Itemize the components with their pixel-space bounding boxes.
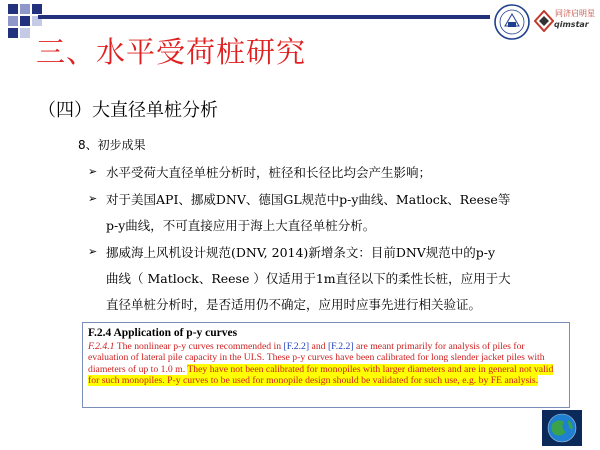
reference-text-3: are meant primarily for analysis of piles for evaluation of lateral pile capacity in the ULS. These p-y curves have been calibrated for long slender jacket piles with diameters of up to 1.0 m. [88, 341, 545, 375]
globe-icon [542, 410, 582, 446]
section-heading: 8、初步成果 [78, 138, 146, 152]
reference-link-2[interactable]: [F.2.2] [327, 341, 354, 352]
bullet-arrow-icon: ➢ [88, 192, 98, 205]
reference-highlighted-text: They have not been calibrated for monopiles with larger diameters and are in general not valid for such monopiles. P-y curves to be used for monopile design should be validated for such use, e.g. by FE analysis. [88, 363, 554, 386]
reference-paragraph-number: F.2.4.1 [88, 341, 115, 352]
qimstar-emblem-icon [534, 10, 554, 32]
bullet-2-line-2: p-y曲线，不可直接应用于海上大直径单桩分析。 [106, 218, 376, 233]
university-seal-logo [494, 4, 530, 40]
company-name-en: qimstar [554, 20, 589, 29]
reference-heading: F.2.4 Application of p-y curves [88, 327, 238, 339]
bullet-2-line-1: 对于美国API、挪威DNV、德国GL规范中p-y曲线、Matlock、Reese等 [106, 192, 511, 207]
company-logo [534, 6, 598, 38]
bullet-3-line-2: 曲线（ Matlock、Reese ）仅适用于1m直径以下的柔性长桩，应用于大 [106, 271, 511, 286]
company-name-cn: 同济启明星 [555, 9, 595, 18]
bullet-1-line-1: 水平受荷大直径单桩分析时，桩径和长径比均会产生影响； [106, 165, 432, 180]
slide-title: 三、水平受荷桩研究 [36, 35, 307, 69]
bullet-arrow-icon: ➢ [88, 165, 98, 178]
reference-text-1: The nonlinear p-y curves recommended in [114, 341, 284, 352]
reference-text-2: and [309, 341, 328, 352]
dnv-reference-excerpt [82, 322, 570, 408]
bullet-3-line-1: 挪威海上风机设计规范(DNV, 2014)新增条文：目前DNV规范中的p-y [106, 245, 496, 260]
bullet-arrow-icon: ➢ [88, 245, 98, 258]
header-rule [38, 15, 490, 19]
reference-body [88, 341, 564, 386]
bullet-3-line-3: 直径单桩分析时，是否适用仍不确定，应用时应事先进行相关验证。 [106, 297, 482, 312]
slide-subtitle: （四）大直径单桩分析 [38, 100, 218, 121]
reference-link-1[interactable]: [F.2.2] [283, 341, 310, 352]
